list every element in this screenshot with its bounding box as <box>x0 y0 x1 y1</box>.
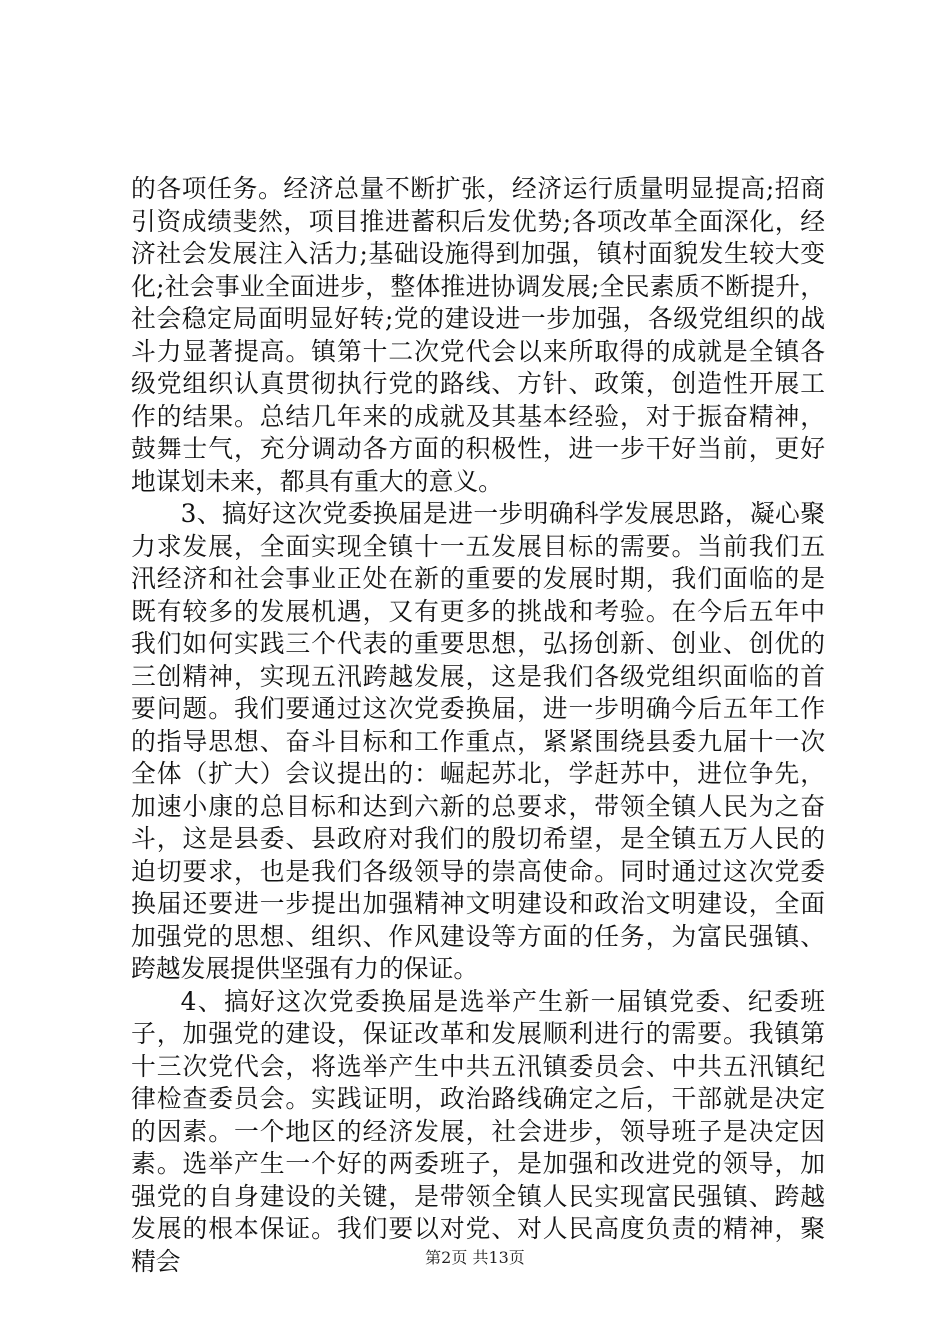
paragraph-point-4: 4、搞好这次党委换届是选举产生新一届镇党委、纪委班子，加强党的建设，保证改革和发展顺利进行的需要。我镇第十三次党代会，将选举产生中共五汛镇委员会、中共五汛镇纪律检查委员会。实践证明，政治路线确定之后，干部就是决定的因素。一个地区的经济发展，社会进步，领导班子是决定因素。选举产生一个好的两委班子，是加强和改进党的领导，加强党的自身建设的关键，是带领全镇人民实现富民强镇、跨越发展的根本保证。我们要以对党、对人民高度负责的精神，聚精会 <box>131 986 825 1276</box>
paragraph-achievements: 的各项任务。经济总量不断扩张，经济运行质量明显提高;招商引资成绩斐然，项目推进蓄积后发优势;各项改革全面深化，经济社会发展注入活力;基础设施得到加强，镇村面貌发生较大变化;社会事业全面进步，整体推进协调发展;全民素质不断提升，社会稳定局面明显好转;党的建设进一步加强，各级党组织的战斗力显著提高。镇第十二次党代会以来所取得的成就是全镇各级党组织认真贯彻执行党的路线、方针、政策，创造性开展工作的结果。总结几年来的成就及其基本经验，对于振奋精神，鼓舞士气，充分调动各方面的积极性，进一步干好当前，更好地谋划未来，都具有重大的意义。 <box>131 174 825 496</box>
document-body <box>131 173 825 1278</box>
page-footer <box>0 1245 950 1268</box>
page-number: 第2页 共13页 <box>425 1248 525 1267</box>
paragraph-point-3: 3、搞好这次党委换届是进一步明确科学发展思路，凝心聚力求发展，全面实现全镇十一五发展目标的需要。当前我们五汛经济和社会事业正处在新的重要的发展时期，我们面临的是既有较多的发展机遇，又有更多的挑战和考验。在今后五年中我们如何实践三个代表的重要思想，弘扬创新、创业、创优的三创精神，实现五汛跨越发展，这是我们各级党组织面临的首要问题。我们要通过这次党委换届，进一步明确今后五年工作的指导思想、奋斗目标和工作重点，紧紧围绕县委九届十一次全体（扩大）会议提出的：崛起苏北，学赶苏中，进位争先，加速小康的总目标和达到六新的总要求，带领全镇人民为之奋斗，这是县委、县政府对我们的殷切希望，是全镇五万人民的迫切要求，也是我们各级领导的崇高使命。同时通过这次党委换届还要进一步提出加强精神文明建设和政治文明建设，全面加强党的思想、组织、作风建设等方面的任务，为富民强镇、跨越发展提供坚强有力的保证。 <box>131 499 825 983</box>
